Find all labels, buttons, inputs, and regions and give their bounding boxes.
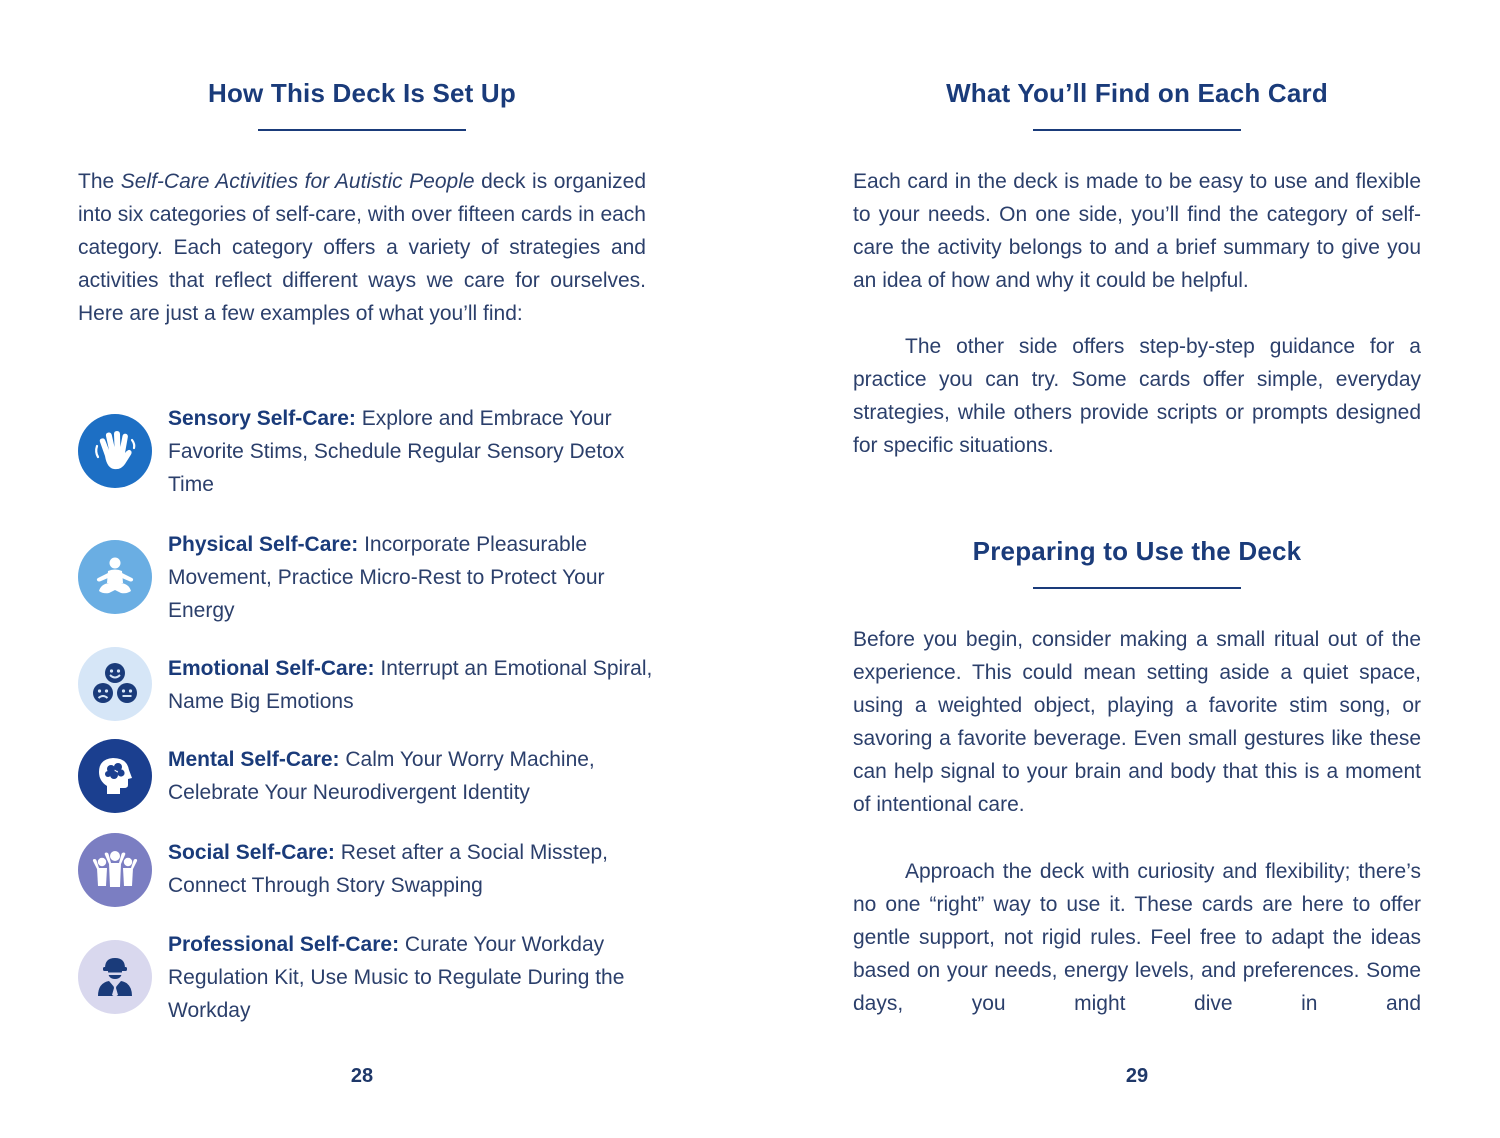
- category-label: Professional Self-Care:: [168, 933, 400, 956]
- category-emotional-text: [168, 652, 653, 718]
- professional-person-icon: [78, 940, 152, 1014]
- group-people-icon: [78, 833, 152, 907]
- category-label: Social Self-Care:: [168, 841, 335, 864]
- category-examples: Explore and Embrace Your Favorite Stims, Schedule Regular Sensory Detox Time: [168, 407, 625, 496]
- card-description-paragraph-1: Each card in the deck is made to be easy to use and flexible to your needs. On one side, you’ll find the category of self-care the activity belongs to and a brief summary to give you an idea of how and why it could be helpful.: [853, 170, 1421, 292]
- right-page: [853, 0, 1421, 1138]
- waving-hand-icon: [78, 414, 152, 488]
- category-examples: Interrupt an Emotional Spiral, Name Big Emotions: [168, 657, 653, 713]
- intro-after: deck is organized into six categories of self-care, with over fifteen cards in each category. Each category offers a variety of strategies and activities that reflect different ways we care for ourselves. Here are just a few examples of what you’ll find:: [78, 170, 646, 325]
- category-sensory-text: [168, 402, 653, 501]
- category-label: Physical Self-Care:: [168, 533, 359, 556]
- left-page-heading: How This Deck Is Set Up: [207, 78, 516, 108]
- left-page: [78, 0, 653, 1138]
- right-page-heading-1: What You’ll Find on Each Card: [946, 78, 1328, 108]
- intro-before: The: [78, 170, 121, 193]
- category-physical-text: [168, 528, 653, 627]
- category-social-text: [168, 836, 653, 902]
- category-examples: Incorporate Pleasurable Movement, Practice Micro-Rest to Protect Your Energy: [168, 533, 605, 622]
- page-number-right: 29: [1125, 1065, 1149, 1087]
- category-label: Sensory Self-Care:: [168, 407, 356, 430]
- preparing-paragraph-2: Approach the deck with curiosity and flexibility; there’s no one “right” way to use it. These cards are here to offer gentle support, not rigid rules. Feel free to adapt the ideas based on your needs, energy levels, and preferences. Some days, you might dive in and: [853, 860, 1421, 1015]
- category-professional-text: [168, 928, 653, 1027]
- category-mental-text: [168, 743, 653, 809]
- preparing-paragraph-1: Before you begin, consider making a small ritual out of the experience. This could mean setting aside a quiet space, using a weighted object, playing a favorite stim song, or savoring a favorite beverage. Even small gestures like these can help signal to your brain and body that this is a moment of intentional care.: [853, 628, 1421, 816]
- emotion-faces-icon: [78, 647, 152, 721]
- category-label: Emotional Self-Care:: [168, 657, 375, 680]
- right-heading-2-rule: [1033, 587, 1241, 589]
- page-number-left: 28: [350, 1065, 374, 1087]
- right-page-heading-2: Preparing to Use the Deck: [972, 536, 1302, 566]
- left-intro-paragraph: [78, 165, 646, 330]
- category-label: Mental Self-Care:: [168, 748, 340, 771]
- head-brain-icon: [78, 739, 152, 813]
- left-heading-rule: [258, 129, 466, 131]
- card-description-paragraph-2: The other side offers step-by-step guidance for a practice you can try. Some cards offer simple, everyday strategies, while others provide scripts or prompts designed for specific situations.: [853, 335, 1421, 457]
- meditation-figure-icon: [78, 540, 152, 614]
- right-heading-1-rule: [1033, 129, 1241, 131]
- category-examples: Calm Your Worry Machine, Celebrate Your Neurodivergent Identity: [168, 748, 595, 804]
- category-examples: Reset after a Social Misstep, Connect Through Story Swapping: [168, 841, 609, 897]
- category-examples: Curate Your Workday Regulation Kit, Use Music to Regulate During the Workday: [168, 933, 625, 1022]
- deck-title-italic: Self-Care Activities for Autistic People: [120, 170, 475, 193]
